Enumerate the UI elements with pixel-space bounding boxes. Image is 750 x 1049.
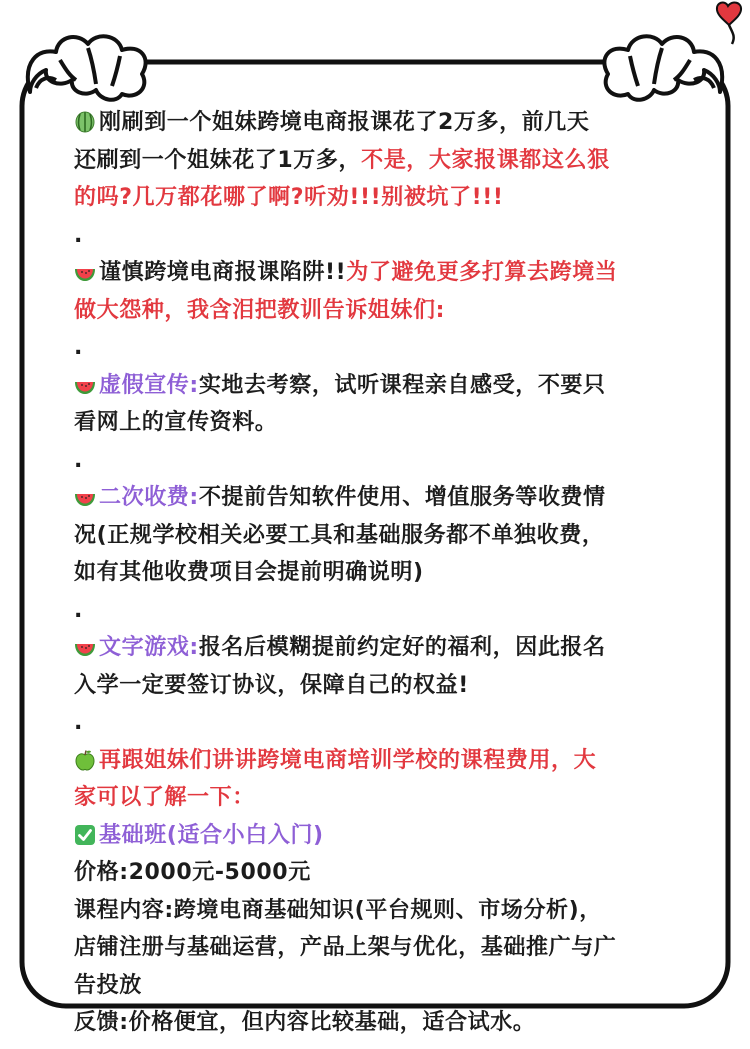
separator-dot: . [74,335,83,360]
p2-line-1 [74,254,684,292]
p3-line-1 [74,367,684,405]
p3-text-b: 看网上的宣传资料。 [74,410,278,435]
p6-line-2 [74,779,684,817]
p7-content-b: 店铺注册与基础运营，产品上架与优化，基础推广与广 [74,935,617,960]
watermelon-slice-icon [74,486,96,508]
separator-dot: . [74,597,83,623]
p6-text-b-red: 家可以了解一下： [74,785,255,810]
p1-text-b: 还刷到一个姐妹花了1万多， [74,147,362,173]
p7-title-line [74,817,684,855]
watermelon-slice-icon [74,374,96,396]
p5-text-b: 入学一定要签订协议，保障自己的权益! [74,672,469,698]
p5-line-2 [74,667,684,705]
p4-line-2 [74,517,684,555]
watermelon-slice-icon [74,636,96,658]
p6-line-1 [74,742,684,780]
p3-label: 虚假宣传: [99,372,199,398]
p5-text-a: 报名后模糊提前约定好的福利，因此报名 [198,635,606,660]
p4-text-c: 如有其他收费项目会提前明确说明) [74,560,424,585]
p7-title: 基础班(适合小白入门) [99,822,324,848]
p4-text-b: 况(正规学校相关必要工具和基础服务都不单独收费， [74,522,605,548]
p1-line-3 [74,179,684,217]
melon-icon [74,111,96,133]
separator-dot: . [74,447,83,473]
separator-dot: . [74,222,83,248]
heart-swirl [729,25,734,44]
p2-line-2 [74,292,684,330]
p2-text-a: 谨慎跨境电商报课陷阱!! [99,260,347,285]
p1-text-b-red: 不是，大家报课都这么狠 [361,147,610,173]
p7-feedback: 反馈:价格便宜，但内容比较基础，适合试水。 [74,1010,536,1035]
green-apple-icon [74,749,96,771]
p3-text-a: 实地去考察，试听课程亲自感受，不要只 [198,372,606,398]
p1-line-1 [74,104,684,142]
p7-content-c: 告投放 [74,972,142,998]
post-body [74,104,684,1042]
p5-label: 文字游戏: [99,635,199,660]
p4-text-a: 不提前告知软件使用、增值服务等收费情 [198,485,606,510]
p2-text-a-red: 为了避免更多打算去跨境当 [346,260,618,285]
p7-content-a: 课程内容:跨境电商基础知识(平台规则、市场分析)， [74,897,602,923]
p4-line-1 [74,479,684,517]
check-box-icon [74,824,96,846]
separator-dot: . [74,710,83,735]
p2-text-b-red: 做大怨种，我含泪把教训告诉姐妹们: [74,297,445,323]
p1-text-a: 刚刷到一个姐妹跨境电商报课花了2万多，前几天 [99,110,590,135]
p4-line-3 [74,554,684,592]
p1-line-2 [74,142,684,180]
p5-line-1 [74,629,684,667]
p4-label: 二次收费: [99,485,199,510]
p1-text-c-red: 的吗?几万都花哪了啊?听劝!!!别被坑了!!! [74,185,504,210]
watermelon-slice-icon [74,261,96,283]
p6-text-a-red: 再跟姐妹们讲讲跨境电商培训学校的课程费用，大 [99,747,597,773]
p3-line-2 [74,404,684,442]
heart-icon [717,3,741,25]
p7-price: 价格:2000元-5000元 [74,860,311,885]
